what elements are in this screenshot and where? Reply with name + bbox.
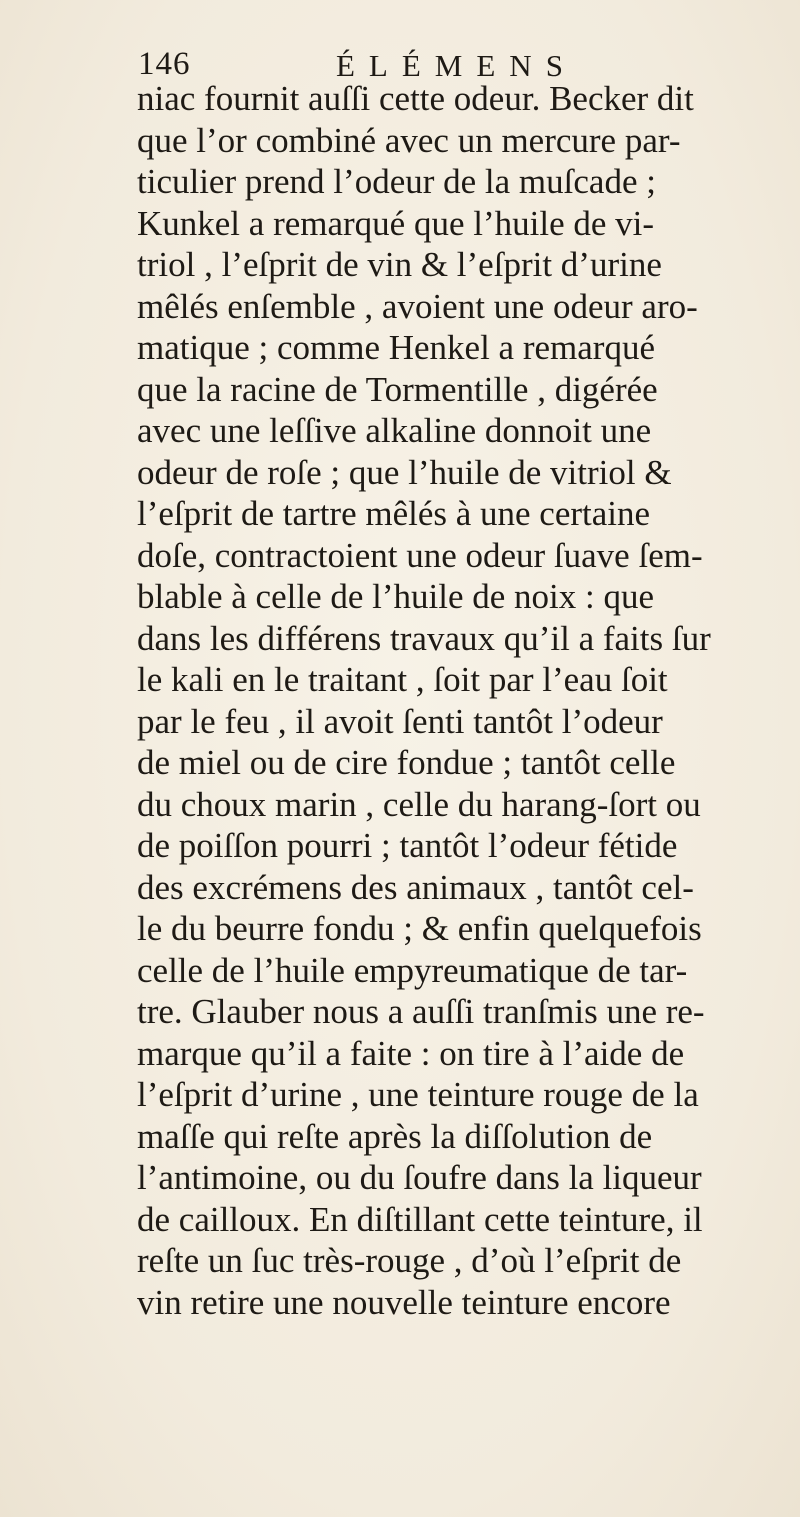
text-line: tre. Glauber nous a auſſi tranſmis une re- <box>137 992 705 1031</box>
text-line: l’antimoine, ou du ſoufre dans la liqueur <box>137 1158 702 1197</box>
text-line: Kunkel a remarqué que l’huile de vi- <box>137 203 655 243</box>
text-line: l’eſprit de tartre mêlés à une certaine <box>137 494 651 533</box>
page-number: 146 <box>138 46 191 82</box>
running-title: ÉLÉMENS <box>336 48 577 83</box>
text-line: par le feu , il avoit ſenti tantôt l’odeur <box>137 701 663 741</box>
text-line: de miel ou de cire fondue ; tantôt celle <box>137 743 676 782</box>
text-line: reſte un ſuc très-rouge , d’où l’eſprit de <box>137 1241 682 1280</box>
text-line: blable à celle de l’huile de noix : que <box>137 577 655 616</box>
text-line: l’eſprit d’urine , une teinture rouge de la <box>137 1075 699 1114</box>
text-line: niac fournit auſſi cette odeur. Becker dit <box>137 79 694 118</box>
text-line: ticulier prend l’odeur de la muſcade ; <box>137 162 656 201</box>
body-text <box>137 78 797 1323</box>
text-line: le kali en le traitant , ſoit par l’eau ſoit <box>137 660 668 699</box>
text-line: de poiſſon pourri ; tantôt l’odeur fétide <box>137 826 678 865</box>
text-line: odeur de roſe ; que l’huile de vitriol & <box>137 452 672 492</box>
text-line: marque qu’il a faite : on tire à l’aide de <box>137 1033 685 1073</box>
text-line: maſſe qui reſte après la diſſolution de <box>137 1116 653 1156</box>
text-line: que l’or combiné avec un mercure par- <box>137 120 681 160</box>
text-line: de cailloux. En diſtillant cette teinture, il <box>137 1199 703 1239</box>
text-line: dans les différens travaux qu’il a faits ſur <box>137 618 711 658</box>
text-line: triol , l’eſprit de vin & l’eſprit d’urine <box>137 245 662 284</box>
text-line: celle de l’huile empyreumatique de tar- <box>137 950 688 990</box>
text-line: du choux marin , celle du harang-ſort ou <box>137 784 701 824</box>
text-line: avec une leſſive alkaline donnoit une <box>137 411 652 450</box>
text-line: vin retire une nouvelle teinture encore <box>137 1282 671 1322</box>
text-line: que la racine de Tormentille , digérée <box>137 369 658 409</box>
text-line: mêlés enſemble , avoient une odeur aro- <box>137 286 698 326</box>
text-line: doſe, contractoient une odeur ſuave ſem- <box>137 535 703 575</box>
text-line: le du beurre fondu ; & enfin quelquefois <box>137 909 702 948</box>
text-line: des excrémens des animaux , tantôt cel- <box>137 867 694 907</box>
text-line: matique ; comme Henkel a remarqué <box>137 328 655 367</box>
